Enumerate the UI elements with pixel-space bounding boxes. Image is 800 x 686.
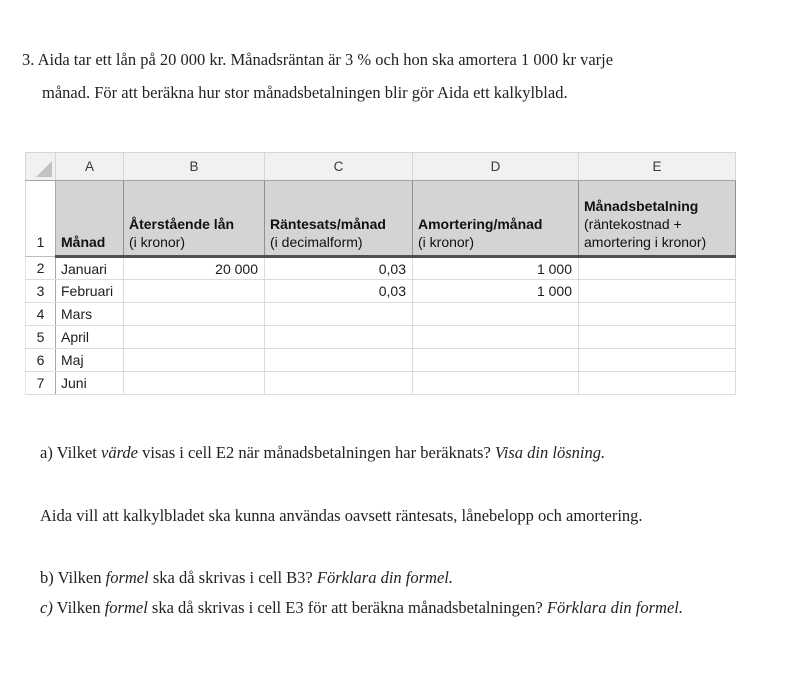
cell-A6: Maj (56, 349, 124, 372)
cell-C5 (265, 326, 413, 349)
spreadsheet-row (26, 349, 736, 372)
cell-D7 (413, 372, 579, 395)
question-b-emphasis: formel (105, 568, 149, 587)
spreadsheet-figure (25, 152, 736, 395)
cell-C2: 0,03 (265, 257, 413, 280)
cell-A7: Juni (56, 372, 124, 395)
cell-E6 (579, 349, 736, 372)
header-title: Räntesats/månad (270, 216, 386, 232)
cell-B4 (124, 303, 265, 326)
header-title: Amortering/månad (418, 216, 543, 232)
header-title: Månadsbetalning (584, 198, 699, 214)
cell-E4 (579, 303, 736, 326)
cell-A2: Januari (56, 257, 124, 280)
problem-statement-line2: månad. För att beräkna hur stor månadsbetalningen blir gör Aida ett kalkylblad. (42, 83, 568, 102)
header-cell-amortering (413, 181, 579, 257)
header-subtitle: (i decimalform) (270, 234, 363, 250)
cell-D2: 1 000 (413, 257, 579, 280)
row-number: 1 (26, 181, 56, 257)
column-header-e: E (579, 153, 736, 181)
cell-C4 (265, 303, 413, 326)
column-header-c: C (265, 153, 413, 181)
spreadsheet-row (26, 303, 736, 326)
header-subtitle: (i kronor) (129, 234, 186, 250)
spreadsheet-row (26, 257, 736, 280)
row-number: 7 (26, 372, 56, 395)
cell-C7 (265, 372, 413, 395)
question-b-text: ska då skrivas i cell B3? (148, 568, 317, 587)
question-c-instruction: Förklara din formel. (546, 598, 683, 617)
cell-B3 (124, 280, 265, 303)
question-a (40, 443, 605, 463)
column-letters-row (26, 153, 736, 181)
header-row (26, 181, 736, 257)
note-paragraph: Aida vill att kalkylbladet ska kunna användas oavsett räntesats, lånebelopp och amortering. (40, 506, 643, 525)
cell-D3: 1 000 (413, 280, 579, 303)
question-b-instruction: Förklara din formel. (316, 568, 454, 587)
cell-E5 (579, 326, 736, 349)
cell-D6 (413, 349, 579, 372)
question-a-instruction: Visa din lösning. (494, 443, 606, 462)
header-subtitle: (i kronor) (418, 234, 475, 250)
header-cell-rantesats (265, 181, 413, 257)
question-a-text: visas i cell E2 när månadsbetalningen har beräknats? (138, 443, 495, 462)
question-c-emphasis: formel (104, 598, 148, 617)
cell-E7 (579, 372, 736, 395)
question-a-emphasis: värde (101, 443, 138, 462)
question-c-text: ska då skrivas i cell E3 för att beräkna månadsbetalningen? (147, 598, 547, 617)
cell-E3 (579, 280, 736, 303)
question-b-text: b) Vilken (40, 568, 106, 587)
question-c-label: c) (40, 598, 53, 617)
row-number: 3 (26, 280, 56, 303)
question-c (40, 598, 683, 618)
header-subtitle: (räntekostnad + amortering i kronor) (584, 216, 707, 250)
header-cell-manad (56, 181, 124, 257)
select-all-triangle-icon (36, 161, 52, 177)
cell-B6 (124, 349, 265, 372)
question-a-text: a) Vilket (40, 443, 102, 462)
spreadsheet-table (25, 152, 736, 395)
cell-B7 (124, 372, 265, 395)
header-title: Månad (61, 234, 106, 250)
cell-B2: 20 000 (124, 257, 265, 280)
select-all-corner (26, 153, 56, 181)
cell-D5 (413, 326, 579, 349)
header-cell-aterstaende-lan (124, 181, 265, 257)
cell-A4: Mars (56, 303, 124, 326)
cell-D4 (413, 303, 579, 326)
problem-statement-line1: 3. Aida tar ett lån på 20 000 kr. Månadsräntan är 3 % och hon ska amortera 1 000 kr varje (22, 50, 614, 69)
column-header-d: D (413, 153, 579, 181)
cell-A3: Februari (56, 280, 124, 303)
question-b (40, 568, 453, 588)
cell-C3: 0,03 (265, 280, 413, 303)
header-cell-manadsbetalning (579, 181, 736, 257)
spreadsheet-row (26, 372, 736, 395)
cell-A5: April (56, 326, 124, 349)
row-number: 5 (26, 326, 56, 349)
column-header-a: A (56, 153, 124, 181)
cell-B5 (124, 326, 265, 349)
header-title: Återstående lån (129, 216, 235, 232)
column-header-b: B (124, 153, 265, 181)
cell-C6 (265, 349, 413, 372)
row-number: 4 (26, 303, 56, 326)
row-number: 6 (26, 349, 56, 372)
question-c-text: Vilken (52, 598, 105, 617)
spreadsheet-row (26, 280, 736, 303)
cell-E2 (579, 257, 736, 280)
spreadsheet-row (26, 326, 736, 349)
row-number: 2 (26, 257, 56, 280)
